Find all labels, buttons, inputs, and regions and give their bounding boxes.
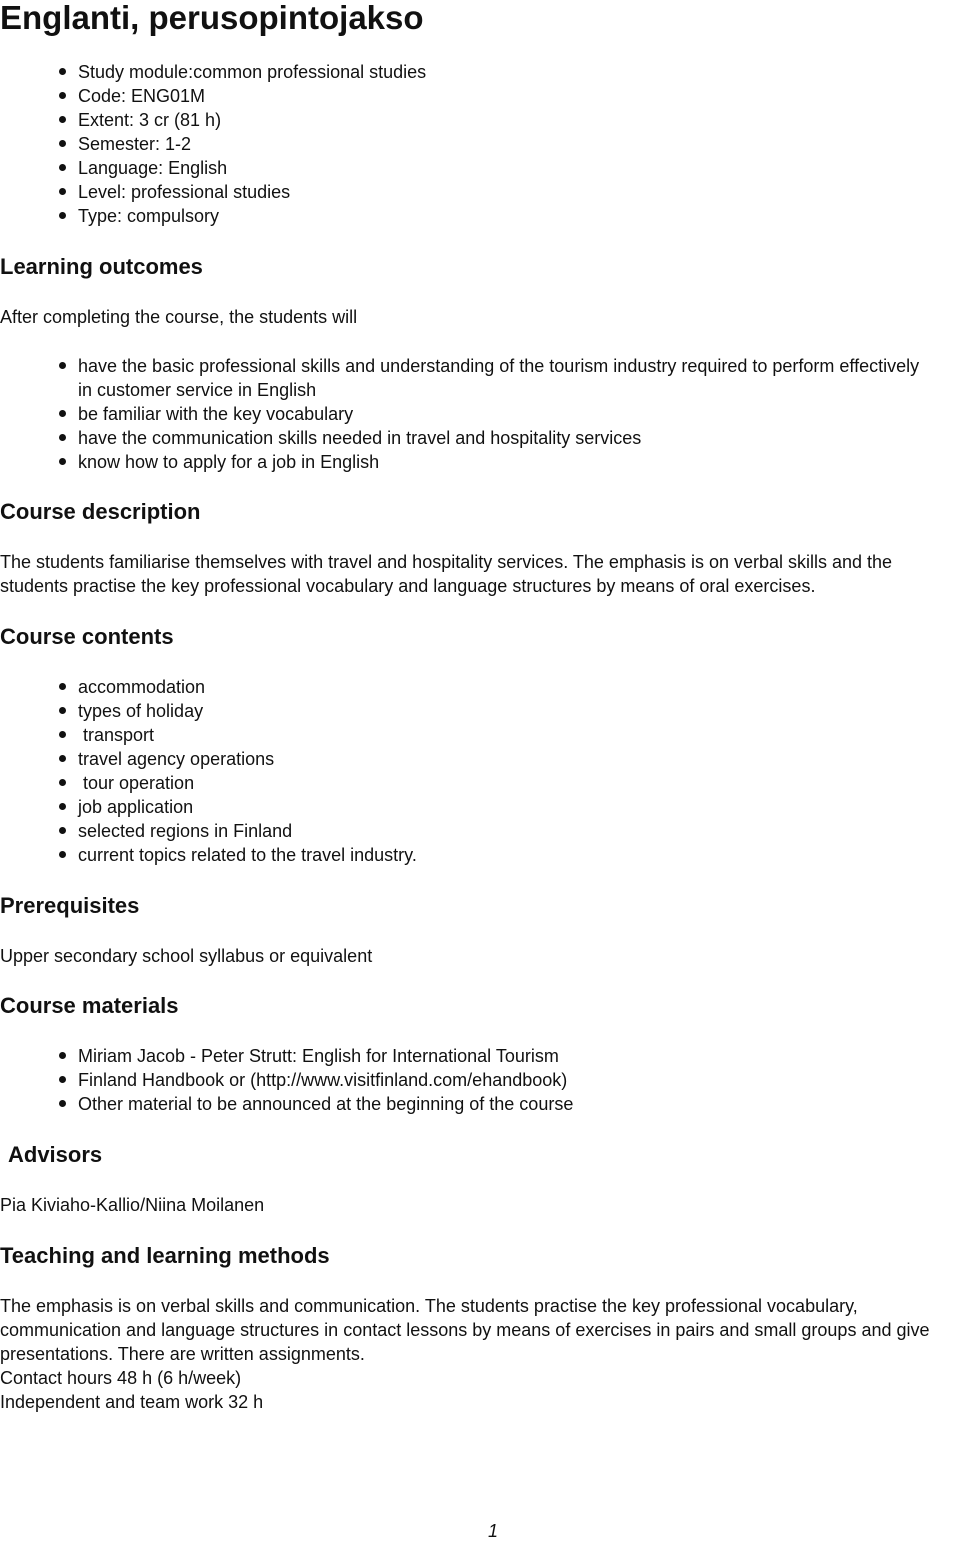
- bullet-icon: [59, 1100, 66, 1107]
- list-item: Language: English: [78, 156, 898, 180]
- advisors-text: Pia Kiviaho-Kallio/Niina Moilanen: [0, 1195, 265, 1215]
- list-item: selected regions in Finland: [78, 819, 898, 843]
- course-description-text: The students familiarise themselves with travel and hospitality services. The emphasis is on verbal skills and the students practise the key professional vocabulary and language structures by means of oral exercises.: [0, 552, 893, 596]
- list-item: Semester: 1-2: [78, 132, 898, 156]
- list-item: Finland Handbook or (http://www.visitfinland.com/ehandbook): [78, 1068, 938, 1092]
- course-materials-list: [78, 1044, 938, 1116]
- bullet-icon: [59, 116, 66, 123]
- list-item: have the communication skills needed in travel and hospitality services: [73, 426, 933, 450]
- list-item: job application: [78, 795, 898, 819]
- bullet-icon: [59, 68, 66, 75]
- bullet-icon: [59, 779, 66, 786]
- bullet-icon: [59, 458, 66, 465]
- bullet-icon: [59, 92, 66, 99]
- list-item: travel agency operations: [78, 747, 898, 771]
- list-item: Code: ENG01M: [78, 84, 898, 108]
- list-item: current topics related to the travel industry.: [78, 843, 898, 867]
- list-item: Level: professional studies: [78, 180, 898, 204]
- list-item: be familiar with the key vocabulary: [73, 402, 933, 426]
- list-item: Type: compulsory: [78, 204, 898, 228]
- learning-outcomes-list: [73, 354, 933, 474]
- course-contents-heading: Course contents: [0, 624, 174, 649]
- page-number: 1: [488, 1521, 499, 1541]
- bullet-icon: [59, 683, 66, 690]
- bullet-icon: [59, 410, 66, 417]
- page-title: Englanti, perusopintojakso: [0, 0, 424, 36]
- list-item: Miriam Jacob - Peter Strutt: English for International Tourism: [78, 1044, 938, 1068]
- list-item: Other material to be announced at the beginning of the course: [78, 1092, 938, 1116]
- bullet-icon: [59, 164, 66, 171]
- contact-hours: Contact hours 48 h (6 h/week): [0, 1368, 242, 1388]
- bullet-icon: [59, 803, 66, 810]
- learning-outcomes-intro: After completing the course, the students will: [0, 307, 358, 327]
- bullet-icon: [59, 140, 66, 147]
- learning-outcomes-heading: Learning outcomes: [0, 254, 203, 279]
- list-item: transport: [78, 723, 898, 747]
- bullet-icon: [59, 1076, 66, 1083]
- list-item: Study module:common professional studies: [78, 60, 898, 84]
- course-materials-heading: Course materials: [0, 993, 179, 1018]
- bullet-icon: [59, 362, 66, 369]
- bullet-icon: [59, 707, 66, 714]
- course-description-heading: Course description: [0, 499, 201, 524]
- list-item: Extent: 3 cr (81 h): [78, 108, 898, 132]
- advisors-heading: Advisors: [8, 1142, 103, 1167]
- course-details-list: [78, 60, 898, 228]
- teaching-methods-heading: Teaching and learning methods: [0, 1243, 330, 1268]
- bullet-icon: [59, 827, 66, 834]
- course-contents-list: [78, 675, 898, 867]
- bullet-icon: [59, 188, 66, 195]
- list-item: tour operation: [78, 771, 898, 795]
- independent-work: Independent and team work 32 h: [0, 1392, 264, 1412]
- bullet-icon: [59, 851, 66, 858]
- bullet-icon: [59, 731, 66, 738]
- list-item: types of holiday: [78, 699, 898, 723]
- list-item: know how to apply for a job in English: [73, 450, 933, 474]
- bullet-icon: [59, 1052, 66, 1059]
- list-item: accommodation: [78, 675, 898, 699]
- teaching-methods-text: The emphasis is on verbal skills and communication. The students practise the key professional vocabulary, communication and language structures in contact lessons by means of exercises in pairs and small groups and give presentations. There are written assignments.: [0, 1296, 930, 1364]
- prerequisites-text: Upper secondary school syllabus or equivalent: [0, 946, 373, 966]
- list-item: have the basic professional skills and understanding of the tourism industry required to perform effectively in customer service in English: [73, 354, 933, 402]
- bullet-icon: [59, 755, 66, 762]
- bullet-icon: [59, 212, 66, 219]
- bullet-icon: [59, 434, 66, 441]
- prerequisites-heading: Prerequisites: [0, 893, 140, 918]
